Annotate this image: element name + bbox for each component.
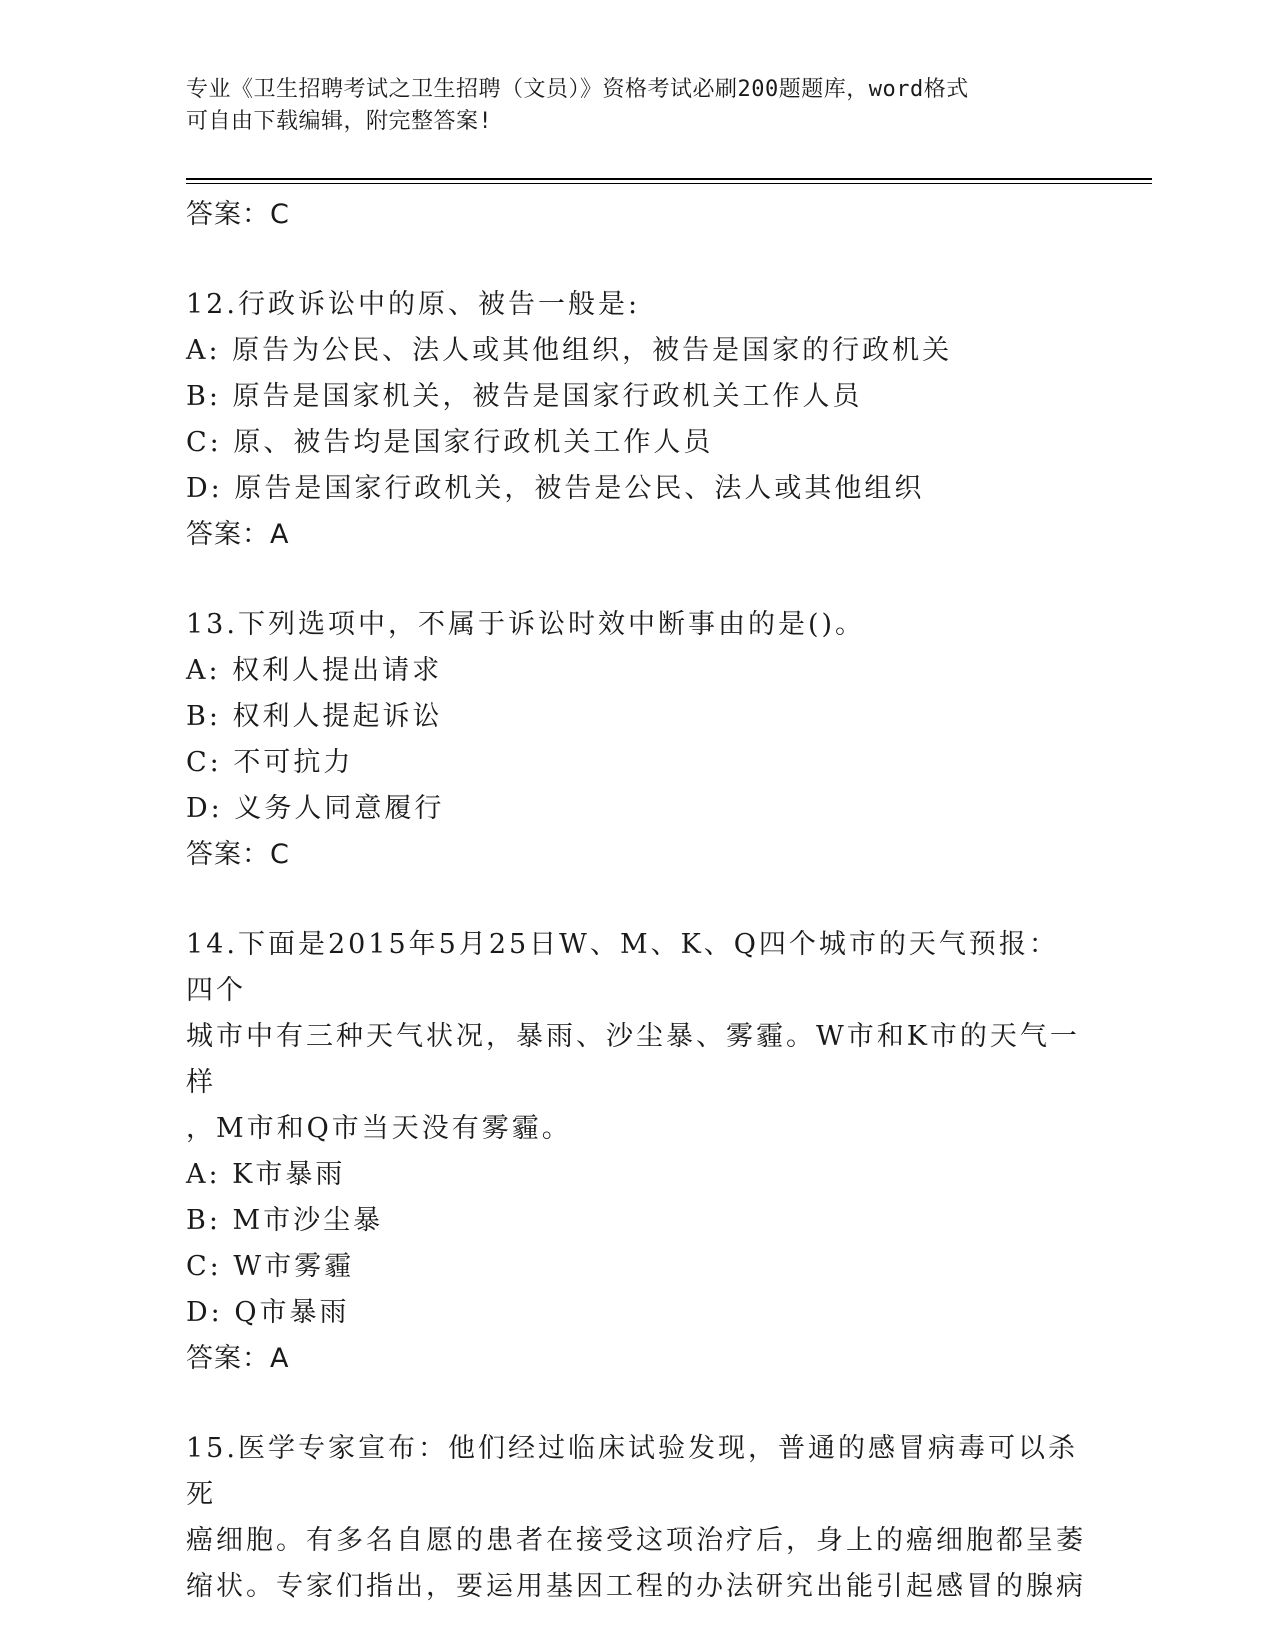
option-b: B: M市沙尘暴 [186,1205,384,1236]
spacer [186,558,1086,602]
option-b: B: 权利人提起诉讼 [186,701,443,732]
question-text-line: 癌细胞。有多名自愿的患者在接受这项治疗后，身上的癌细胞都呈萎 [186,1525,1086,1556]
question-text [186,282,1086,328]
option-b: B: 原告是国家机关，被告是国家行政机关工作人员 [186,381,863,412]
question-text-line: 12.行政诉讼中的原、被告一般是: [186,289,641,320]
question-text-line: ，M市和Q市当天没有雾霾。 [186,1113,572,1144]
spacer [186,238,1086,282]
option-a: A: K市暴雨 [186,1159,346,1190]
question-text [186,1426,1086,1610]
question-block [186,282,1086,558]
answer-line: 答案：A [186,519,290,550]
question-text [186,922,1086,1152]
option-a: A: 原告为公民、法人或其他组织，被告是国家的行政机关 [186,335,953,366]
option-d: D: 原告是国家行政机关，被告是公民、法人或其他组织 [186,473,925,504]
question-block [186,602,1086,878]
answer-line: 答案：A [186,1343,290,1374]
option-c: C: 不可抗力 [186,747,354,778]
question-text-line: 城市中有三种天气状况，暴雨、沙尘暴、雾霾。W市和K市的天气一样 [186,1021,1080,1098]
header-line-1: 专业《卫生招聘考试之卫生招聘（文员）》资格考试必刷200题题库，word格式 [186,77,969,102]
header-rule-thin [186,183,1152,184]
answer-line: 答案：C [186,839,290,870]
question-block [186,922,1086,1382]
page-header [186,74,1066,138]
question-list [186,192,1086,1610]
header-line-2: 可自由下载编辑，附完整答案! [186,109,493,134]
answer-line: 答案：C [186,199,290,230]
option-d: D: Q市暴雨 [186,1297,350,1328]
option-c: C: 原、被告均是国家行政机关工作人员 [186,427,714,458]
question-block [186,1426,1086,1610]
question-text-line: 13.下列选项中，不属于诉讼时效中断事由的是()。 [186,609,866,640]
question-text-line: 15.医学专家宣布：他们经过临床试验发现，普通的感冒病毒可以杀死 [186,1433,1078,1510]
question-text-line: 14.下面是2015年5月25日W、M、K、Q四个城市的天气预报：四个 [186,929,1059,1006]
header-rule-thick [186,178,1152,180]
question-text-line: 缩状。专家们指出，要运用基因工程的办法研究出能引起感冒的腺病 [186,1571,1086,1602]
spacer [186,878,1086,922]
option-c: C: W市雾霾 [186,1251,355,1282]
spacer [186,1382,1086,1426]
option-a: A: 权利人提出请求 [186,655,443,686]
question-text [186,602,1086,648]
option-d: D: 义务人同意履行 [186,793,445,824]
